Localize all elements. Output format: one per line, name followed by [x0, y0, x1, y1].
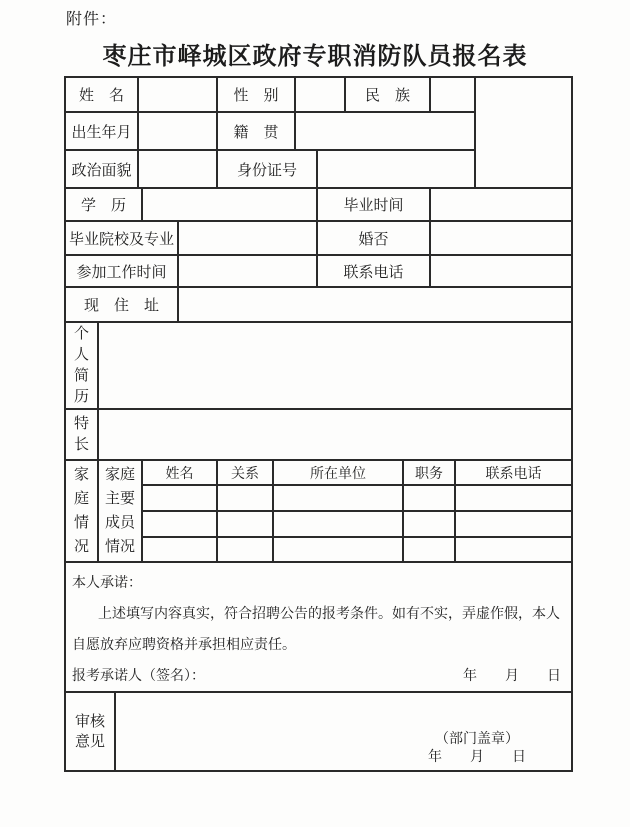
id-number-input-cell [318, 151, 476, 189]
family-cell [143, 538, 218, 563]
commitment-body-line2: 自愿放弃应聘资格并承担相应责任。 [72, 638, 296, 653]
review-date-label: 年 月 日 [428, 750, 526, 765]
name-label: 姓 名 [66, 78, 139, 113]
gender-label: 性 别 [218, 78, 296, 113]
family-col-relation: 关系 [218, 461, 274, 486]
review-section [66, 693, 573, 772]
political-status-label: 政治面貌 [66, 151, 139, 189]
education-input-cell [143, 189, 318, 222]
family-members-table [143, 461, 573, 563]
row-address [66, 288, 573, 323]
specialty-label-cell [66, 410, 99, 461]
family-col-position: 职务 [404, 461, 456, 486]
resume-input-cell [99, 323, 573, 410]
family-cell [404, 512, 456, 538]
school-major-label: 毕业院校及专业 [66, 222, 179, 256]
work-start-input-cell [179, 256, 318, 288]
commitment-signature-row [72, 661, 565, 692]
work-start-label: 参加工作时间 [66, 256, 179, 288]
family-table-header [143, 461, 573, 486]
birth-date-label: 出生年月 [66, 113, 139, 151]
identity-rows [66, 78, 573, 189]
ethnicity-label: 民 族 [346, 78, 431, 113]
family-col-workunit: 所在单位 [274, 461, 404, 486]
row-education [66, 189, 573, 222]
native-place-label: 籍 贯 [218, 113, 296, 151]
family-cell [274, 538, 404, 563]
native-place-input-cell [296, 113, 476, 151]
family-cell [456, 512, 573, 538]
id-number-label: 身份证号 [218, 151, 318, 189]
resume-label-cell [66, 323, 99, 410]
row-resume [66, 323, 573, 410]
political-status-input-cell [139, 151, 218, 189]
commitment-section [66, 563, 573, 693]
marital-status-label: 婚否 [318, 222, 431, 256]
commitment-date-label: 年 月 日 [463, 669, 561, 684]
family-row-1 [143, 486, 573, 512]
graduation-time-label: 毕业时间 [318, 189, 431, 222]
page-title: 枣庄市峄城区政府专职消防队员报名表 [102, 44, 528, 70]
photo-cell [476, 78, 573, 189]
graduation-time-input-cell [431, 189, 573, 222]
registration-table [64, 76, 573, 772]
family-members-label: 家庭主要成员情况 [104, 467, 135, 555]
row-school-marital [66, 222, 573, 256]
seal-block [428, 731, 526, 767]
specialty-label: 特长 [73, 415, 89, 453]
family-section [66, 461, 573, 563]
family-cell [404, 486, 456, 512]
family-cell [456, 538, 573, 563]
commitment-heading: 本人承诺： [72, 576, 142, 591]
family-cell [274, 486, 404, 512]
review-label: 审核意见 [74, 713, 105, 750]
address-label: 现 住 址 [66, 288, 179, 323]
marital-status-input-cell [431, 222, 573, 256]
family-section-label-cell [66, 461, 99, 563]
review-label-cell [66, 693, 116, 772]
commitment-cell [66, 563, 573, 693]
birth-date-input-cell [139, 113, 218, 151]
family-col-name: 姓名 [143, 461, 218, 486]
family-cell [404, 538, 456, 563]
family-row-3 [143, 538, 573, 563]
family-section-label: 家庭情况 [73, 467, 89, 555]
address-input-cell [179, 288, 573, 323]
family-cell [143, 512, 218, 538]
resume-label: 个人简历 [73, 325, 89, 405]
family-row-2 [143, 512, 573, 538]
department-seal-label: （部门盖章） [435, 732, 519, 747]
signature-label: 报考承诺人（签名）： [72, 669, 205, 684]
school-major-input-cell [179, 222, 318, 256]
family-cell [218, 538, 274, 563]
family-members-label-cell [99, 461, 143, 563]
family-cell [218, 486, 274, 512]
specialty-input-cell [99, 410, 573, 461]
gender-input-cell [296, 78, 346, 113]
family-cell [218, 512, 274, 538]
family-cell [143, 486, 218, 512]
row-political-id [66, 151, 476, 189]
family-cell [274, 512, 404, 538]
ethnicity-input-cell [431, 78, 476, 113]
family-col-phone: 联系电话 [456, 461, 573, 486]
review-content-cell [116, 693, 573, 772]
family-cell [456, 486, 573, 512]
row-workstart-phone [66, 256, 573, 288]
phone-label: 联系电话 [318, 256, 431, 288]
row-birth-native [66, 113, 476, 151]
phone-input-cell [431, 256, 573, 288]
name-input-cell [139, 78, 218, 113]
commitment-body-line1: 上述填写内容真实，符合招聘公告的报考条件。如有不实，弄虚作假，本人 [98, 607, 560, 622]
attachment-label: 附件： [66, 11, 118, 28]
row-name-gender-ethnicity [66, 78, 476, 113]
row-specialty [66, 410, 573, 461]
education-label: 学 历 [66, 189, 143, 222]
